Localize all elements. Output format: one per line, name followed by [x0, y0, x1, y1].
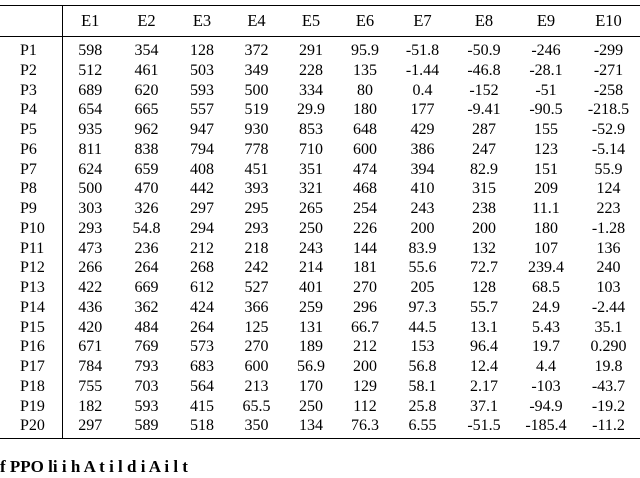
row-header: P3: [0, 81, 62, 101]
table-cell: 473: [78, 239, 103, 257]
table-cell: -9.41: [467, 101, 501, 119]
table-cell: 442: [190, 180, 214, 198]
table-cell: 518: [190, 417, 214, 435]
table-cell: 236: [134, 239, 159, 257]
table-row: [0, 199, 640, 219]
row-header: P7: [0, 160, 62, 180]
table-cell: 136: [596, 239, 621, 257]
row-header: P20: [0, 416, 62, 438]
table-cell: 107: [534, 239, 558, 257]
table-cell: 268: [190, 259, 214, 277]
row-header: P12: [0, 258, 62, 278]
table-cell: 962: [134, 121, 159, 138]
table-cell: 214: [299, 259, 323, 277]
table-cell: 182: [78, 397, 103, 415]
table-cell: 573: [190, 338, 214, 356]
table-cell: 13.1: [470, 318, 498, 336]
table-cell: 500: [244, 81, 269, 99]
table-cell: 56.8: [408, 358, 437, 375]
table-cell: 703: [134, 377, 159, 395]
table-header-row: [0, 6, 640, 37]
column-header: E4: [247, 11, 266, 30]
row-header: P8: [0, 179, 62, 199]
table-cell: 853: [299, 121, 323, 138]
table-cell: 29.9: [297, 101, 325, 119]
table-cell: 665: [134, 101, 159, 119]
row-header: P2: [0, 61, 62, 81]
table-cell: 132: [472, 239, 496, 257]
table-cell: 72.7: [470, 259, 498, 277]
table-row: [0, 397, 640, 417]
table-cell: 155: [534, 121, 558, 138]
table-cell: 264: [134, 259, 159, 277]
table-cell: 683: [190, 358, 214, 375]
table-cell: 37.1: [470, 397, 498, 415]
row-header: P16: [0, 337, 62, 357]
table-cell: 125: [244, 318, 269, 336]
table-cell: 598: [78, 42, 103, 59]
table-cell: 2.17: [470, 377, 498, 395]
table-cell: -90.5: [529, 101, 563, 119]
table-cell: 80: [357, 81, 373, 99]
table-cell: 527: [244, 279, 269, 296]
table-cell: 170: [299, 377, 323, 395]
table-cell: 620: [134, 81, 159, 99]
column-header: E8: [474, 11, 494, 30]
table-row: [0, 179, 640, 199]
table-cell: 461: [134, 61, 159, 79]
table-cell: -51: [535, 81, 557, 99]
table-cell: -5.14: [591, 140, 626, 158]
table-cell: 200: [353, 358, 377, 375]
table-cell: 270: [244, 338, 269, 356]
table-cell: 295: [244, 200, 269, 217]
table-cell: 420: [78, 318, 103, 336]
table-cell: 648: [353, 121, 377, 138]
table-cell: 124: [596, 180, 621, 198]
table-cell: 270: [353, 279, 377, 296]
table-cell: -152: [469, 81, 499, 99]
column-header: E7: [413, 11, 432, 30]
table-cell: 82.9: [470, 160, 498, 178]
table-cell: 243: [410, 200, 435, 217]
table-cell: 778: [244, 140, 269, 158]
table-cell: -218.5: [587, 101, 630, 119]
table-cell: 213: [244, 377, 269, 395]
table-cell: -271: [593, 61, 624, 79]
row-header: P4: [0, 100, 62, 120]
table-row: [0, 357, 640, 377]
table-cell: 372: [244, 42, 269, 59]
table-row: [0, 61, 640, 81]
results-table: [0, 5, 640, 439]
table-cell: 243: [299, 239, 323, 257]
table-cell: 97.3: [408, 298, 437, 316]
table-cell: -94.9: [529, 397, 563, 415]
row-header: P1: [0, 37, 62, 61]
table-cell: 429: [410, 121, 435, 138]
row-header: P6: [0, 140, 62, 160]
table-cell: 600: [244, 358, 269, 375]
table-cell: 250: [299, 397, 323, 415]
table-cell: 247: [472, 140, 496, 158]
table-cell: -52.9: [591, 121, 626, 138]
table-row: [0, 337, 640, 357]
table-cell: 68.5: [532, 279, 560, 296]
table-cell: 212: [353, 338, 377, 356]
table-cell: 209: [534, 180, 558, 198]
table-cell: -28.1: [529, 61, 563, 79]
table-cell: 519: [244, 101, 269, 119]
table-cell: 226: [353, 219, 377, 237]
table-cell: 410: [410, 180, 435, 198]
table-cell: -11.2: [592, 417, 625, 435]
table-cell: 238: [472, 200, 496, 217]
table-cell: 470: [134, 180, 159, 198]
row-header: P15: [0, 318, 62, 338]
table-cell: 96.4: [470, 338, 498, 356]
table-caption-partial: f PPO li i h A t i l d i A i l t: [0, 457, 188, 476]
column-header: E9: [536, 11, 556, 30]
table-cell: 250: [299, 219, 323, 237]
table-cell: 189: [299, 338, 323, 356]
table-cell: 55.7: [470, 298, 498, 316]
table-cell: 947: [190, 121, 214, 138]
table-cell: 294: [190, 219, 214, 237]
table-cell: 151: [534, 160, 558, 178]
table-cell: 557: [190, 101, 214, 119]
table-cell: 415: [190, 397, 214, 415]
table-cell: 296: [353, 298, 377, 316]
table-cell: 769: [134, 338, 159, 356]
row-header: P5: [0, 120, 62, 140]
table-cell: 180: [534, 219, 558, 237]
table-cell: 659: [134, 160, 159, 178]
table-cell: 287: [472, 121, 496, 138]
row-header: P11: [0, 239, 62, 259]
table-cell: 401: [299, 279, 323, 296]
table-cell: 512: [78, 61, 103, 79]
table-cell: 131: [299, 318, 323, 336]
row-header: P17: [0, 357, 62, 377]
table-cell: 76.3: [351, 417, 379, 435]
table-cell: 315: [472, 180, 496, 198]
table-row: [0, 298, 640, 318]
table-cell: 177: [410, 101, 435, 119]
table-cell: 265: [299, 200, 323, 217]
table-cell: 200: [472, 219, 496, 237]
table-cell: 589: [134, 417, 159, 435]
table-cell: 451: [244, 160, 269, 178]
table-cell: 838: [134, 140, 159, 158]
table-row: [0, 37, 640, 61]
table-cell: 321: [299, 180, 323, 198]
table-corner-cell: [0, 6, 62, 37]
column-header: E6: [355, 11, 375, 30]
table-cell: 266: [78, 259, 103, 277]
table-cell: 264: [190, 318, 214, 336]
table-row: [0, 278, 640, 298]
table-row: [0, 219, 640, 239]
table-cell: 794: [190, 140, 214, 158]
table-cell: 503: [190, 61, 214, 79]
table-cell: 181: [353, 259, 377, 277]
table-cell: 19.8: [594, 358, 623, 375]
table-cell: 593: [134, 397, 159, 415]
table-cell: 56.9: [297, 358, 325, 375]
table-cell: -246: [531, 42, 561, 59]
row-header: P19: [0, 397, 62, 417]
table-body: [0, 37, 640, 439]
table-cell: 205: [410, 279, 435, 296]
table-row: [0, 120, 640, 140]
table-cell: 44.5: [408, 318, 437, 336]
table-cell: -299: [593, 42, 624, 59]
table-cell: 424: [190, 298, 214, 316]
table-cell: 5.43: [532, 318, 560, 336]
table-cell: 366: [244, 298, 269, 316]
table-cell: 128: [472, 279, 496, 296]
table-cell: 95.9: [351, 42, 379, 59]
table-cell: 6.55: [408, 417, 437, 435]
table-cell: 297: [78, 417, 103, 435]
table-cell: 128: [190, 42, 214, 59]
table-cell: 135: [353, 61, 377, 79]
table-cell: 129: [353, 377, 377, 395]
table-row: [0, 160, 640, 180]
row-header: P13: [0, 278, 62, 298]
table-cell: 624: [78, 160, 103, 178]
table-cell: 362: [134, 298, 159, 316]
table-cell: 254: [353, 200, 377, 217]
table-cell: 103: [596, 279, 621, 296]
table-cell: 386: [410, 140, 435, 158]
table-cell: 58.1: [408, 377, 437, 395]
table-cell: -51.5: [467, 417, 501, 435]
table-cell: 228: [299, 61, 323, 79]
table-cell: 0.290: [590, 338, 627, 356]
table-cell: 239.4: [528, 259, 564, 277]
table-row: [0, 81, 640, 101]
column-header: E10: [595, 11, 622, 30]
table-cell: 12.4: [470, 358, 498, 375]
table-cell: 66.7: [351, 318, 379, 336]
column-header: E2: [137, 11, 156, 30]
table-cell: 436: [78, 298, 103, 316]
table-cell: 334: [299, 81, 323, 99]
table-cell: 468: [353, 180, 377, 198]
table-cell: 293: [244, 219, 269, 237]
table-cell: 393: [244, 180, 269, 198]
table-cell: 484: [134, 318, 159, 336]
table-cell: 689: [78, 81, 103, 99]
table-cell: 654: [78, 101, 103, 119]
table-cell: -185.4: [525, 417, 567, 435]
table-cell: 112: [353, 397, 377, 415]
table-row: [0, 140, 640, 160]
table-cell: 303: [78, 200, 103, 217]
table-cell: 218: [244, 239, 269, 257]
table-cell: 25.8: [408, 397, 437, 415]
table-cell: -1.28: [591, 219, 626, 237]
table-cell: 54.8: [132, 219, 161, 237]
table-row: [0, 416, 640, 438]
table-cell: 35.1: [594, 318, 623, 336]
column-header: E1: [81, 11, 100, 30]
table-cell: 180: [353, 101, 377, 119]
table-row: [0, 318, 640, 338]
table-cell: 612: [190, 279, 214, 296]
table-cell: 83.9: [408, 239, 437, 257]
row-header: P14: [0, 298, 62, 318]
table-row: [0, 258, 640, 278]
table-cell: 710: [299, 140, 323, 158]
table-cell: 408: [190, 160, 214, 178]
column-header: E3: [192, 11, 212, 30]
table-cell: -43.7: [591, 377, 626, 395]
table-cell: 240: [596, 259, 621, 277]
table-cell: -50.9: [467, 42, 501, 59]
table-cell: -19.2: [591, 397, 626, 415]
table-cell: -2.44: [591, 298, 626, 316]
table-cell: 0.4: [412, 81, 433, 99]
table-cell: 394: [410, 160, 435, 178]
table-cell: 930: [244, 121, 269, 138]
table-cell: 593: [190, 81, 214, 99]
table-cell: -46.8: [467, 61, 501, 79]
table-cell: 144: [353, 239, 377, 257]
table-cell: 19.7: [532, 338, 560, 356]
table-cell: 793: [134, 358, 159, 375]
table-cell: -258: [593, 81, 624, 99]
row-header: P18: [0, 377, 62, 397]
table-cell: 564: [190, 377, 214, 395]
table-cell: -51.8: [405, 42, 440, 59]
table-cell: 755: [78, 377, 103, 395]
table-cell: 55.6: [408, 259, 437, 277]
table-cell: 935: [78, 121, 103, 138]
table-cell: 200: [410, 219, 435, 237]
row-header: P10: [0, 219, 62, 239]
table-cell: 351: [299, 160, 323, 178]
row-header: P9: [0, 199, 62, 219]
results-table-container: [0, 5, 640, 439]
table-cell: 24.9: [532, 298, 560, 316]
table-cell: 354: [134, 42, 159, 59]
table-cell: 811: [78, 140, 102, 158]
table-cell: 153: [410, 338, 435, 356]
table-cell: 671: [78, 338, 103, 356]
table-cell: 350: [244, 417, 269, 435]
table-cell: 600: [353, 140, 377, 158]
table-row: [0, 100, 640, 120]
table-row: [0, 239, 640, 259]
table-cell: 212: [190, 239, 214, 257]
table-cell: 500: [78, 180, 103, 198]
table-cell: 349: [244, 61, 269, 79]
table-cell: 297: [190, 200, 214, 217]
table-cell: -103: [531, 377, 561, 395]
table-cell: 11.1: [532, 200, 560, 217]
table-row: [0, 377, 640, 397]
table-cell: 326: [134, 200, 159, 217]
table-cell: 293: [78, 219, 103, 237]
table-cell: 291: [299, 42, 323, 59]
table-cell: 784: [78, 358, 103, 375]
table-cell: 422: [78, 279, 103, 296]
table-cell: 134: [299, 417, 323, 435]
table-cell: 259: [299, 298, 323, 316]
table-cell: -1.44: [405, 61, 440, 79]
table-cell: 223: [596, 200, 621, 217]
column-header: E5: [301, 11, 321, 30]
table-cell: 4.4: [536, 358, 556, 375]
table-cell: 123: [534, 140, 558, 158]
table-cell: 474: [353, 160, 377, 178]
table-cell: 242: [244, 259, 269, 277]
table-cell: 55.9: [594, 160, 623, 178]
table-cell: 65.5: [242, 397, 271, 415]
table-cell: 669: [134, 279, 159, 296]
